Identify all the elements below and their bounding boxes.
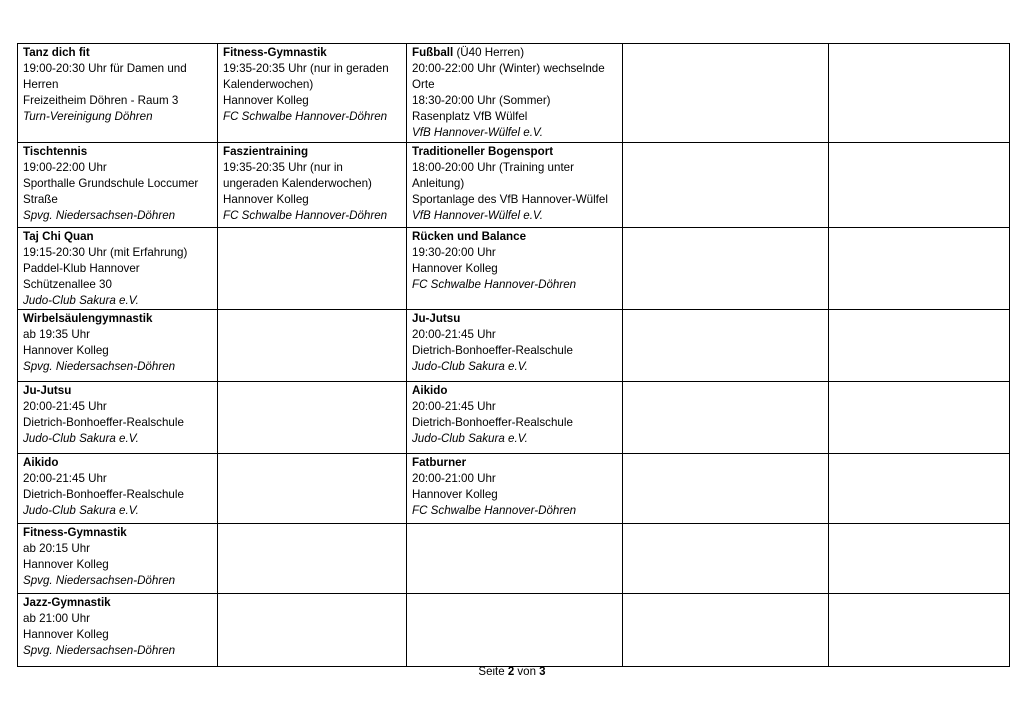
table-cell	[829, 524, 1010, 594]
organizer-name: VfB Hannover-Wülfel e.V.	[412, 126, 544, 140]
table-cell	[218, 454, 407, 524]
activity-detail-line: Paddel-Klub Hannover	[23, 261, 140, 275]
table-cell	[218, 227, 407, 309]
table-cell	[218, 142, 407, 227]
table-cell	[623, 524, 829, 594]
activity-detail-line: Rasenplatz VfB Wülfel	[412, 110, 528, 124]
activity-title-text: Fitness-Gymnastik	[223, 46, 327, 59]
table-cell	[829, 142, 1010, 227]
activity-detail-line: 20:00-21:45 Uhr	[23, 472, 107, 486]
table-cell	[623, 454, 829, 524]
activity-detail-line: Dietrich-Bonhoeffer-Realschule	[412, 416, 573, 430]
organizer-name: Judo-Club Sakura e.V.	[23, 432, 139, 446]
activity-title	[23, 595, 212, 611]
organizer-name: Spvg. Niedersachsen-Döhren	[23, 208, 176, 222]
activity-detail-line: 20:00-22:00 Uhr (Winter) wechselnde	[412, 62, 605, 76]
organizer-name: VfB Hannover-Wülfel e.V.	[412, 208, 544, 222]
organizer-name: Judo-Club Sakura e.V.	[23, 293, 139, 307]
activity-title	[23, 455, 212, 471]
table-cell	[18, 382, 218, 454]
organizer-name: Judo-Club Sakura e.V.	[23, 504, 139, 518]
activity-title	[23, 229, 212, 245]
table-cell	[18, 594, 218, 667]
activity-detail-line: 19:35-20:35 Uhr (nur in geraden	[223, 62, 389, 76]
activity-detail-line: 19:35-20:35 Uhr (nur in	[223, 160, 343, 174]
table-cell	[623, 227, 829, 309]
activity-detail-line: Kalenderwochen)	[223, 78, 314, 92]
table-row	[18, 524, 1010, 594]
activity-title	[223, 144, 401, 160]
table-cell	[218, 310, 407, 382]
activity-detail-line: 18:00-20:00 Uhr (Training unter	[412, 160, 574, 174]
organizer-name: Judo-Club Sakura e.V.	[412, 432, 528, 446]
table-row	[18, 142, 1010, 227]
table-row	[18, 310, 1010, 382]
activity-detail-line: 18:30-20:00 Uhr (Sommer)	[412, 94, 551, 108]
activity-title-text: Faszientraining	[223, 144, 309, 158]
organizer-name: FC Schwalbe Hannover-Döhren	[412, 504, 577, 518]
activity-detail-line: Anleitung)	[412, 176, 465, 190]
activity-detail-line: Dietrich-Bonhoeffer-Realschule	[23, 416, 184, 430]
activity-detail-line: Hannover Kolleg	[223, 94, 309, 108]
table-cell	[218, 382, 407, 454]
activity-detail-line: 19:00-20:30 Uhr für Damen und	[23, 62, 187, 76]
activity-title	[412, 144, 617, 160]
table-cell	[407, 382, 623, 454]
table-cell	[623, 382, 829, 454]
activity-detail-line: Hannover Kolleg	[23, 628, 109, 642]
activity-detail-line: 20:00-21:00 Uhr	[412, 472, 496, 486]
table-cell	[829, 227, 1010, 309]
table-cell	[407, 142, 623, 227]
activity-title-text: Fitness-Gymnastik	[23, 526, 127, 540]
activity-detail-line: 19:00-22:00 Uhr	[23, 160, 107, 174]
organizer-name: Turn-Vereinigung Döhren	[23, 110, 153, 124]
table-cell	[623, 44, 829, 143]
table-cell	[829, 44, 1010, 143]
activity-title	[412, 383, 617, 399]
activity-title-text: Aikido	[23, 456, 59, 470]
table-cell	[18, 524, 218, 594]
activity-title	[23, 525, 212, 541]
table-cell	[407, 227, 623, 309]
table-cell	[407, 594, 623, 667]
page-footer	[0, 666, 1024, 678]
table-row	[18, 382, 1010, 454]
organizer-name: Spvg. Niedersachsen-Döhren	[23, 574, 176, 588]
activity-title-text: Ju-Jutsu	[412, 312, 461, 326]
table-row	[18, 44, 1010, 143]
activity-title	[412, 45, 617, 61]
activity-detail-line: Hannover Kolleg	[412, 261, 498, 275]
activity-detail-line: Freizeitheim Döhren - Raum 3	[23, 94, 179, 108]
activity-title-text: Fatburner	[412, 456, 467, 470]
table-cell	[623, 310, 829, 382]
organizer-name: Judo-Club Sakura e.V.	[412, 360, 528, 374]
organizer-name: FC Schwalbe Hannover-Döhren	[223, 208, 388, 222]
activity-title	[23, 144, 212, 160]
table-cell	[218, 524, 407, 594]
activity-detail-line: 20:00-21:45 Uhr	[412, 328, 496, 342]
activity-title-text: Tanz dich fit	[23, 46, 90, 59]
table-cell	[623, 142, 829, 227]
table-row	[18, 594, 1010, 667]
activity-detail-line: 19:30-20:00 Uhr	[412, 245, 496, 259]
table-cell	[829, 594, 1010, 667]
organizer-name: Spvg. Niedersachsen-Döhren	[23, 644, 176, 658]
activity-detail-line: Herren	[23, 78, 59, 92]
table-cell	[407, 44, 623, 143]
table-cell	[407, 310, 623, 382]
activity-title-text: Wirbelsäulengymnastik	[23, 312, 153, 326]
activity-detail-line: 20:00-21:45 Uhr	[23, 400, 107, 414]
activity-title	[223, 45, 401, 61]
activity-detail-line: Sporthalle Grundschule Loccumer	[23, 176, 199, 190]
activity-detail-line: Dietrich-Bonhoeffer-Realschule	[23, 488, 184, 502]
activity-detail-line: ab 21:00 Uhr	[23, 612, 91, 626]
activity-title-text: Jazz-Gymnastik	[23, 596, 111, 610]
activity-detail-line: ungeraden Kalenderwochen)	[223, 176, 372, 190]
activity-title	[23, 45, 212, 61]
table-cell	[829, 382, 1010, 454]
table-row	[18, 454, 1010, 524]
table-cell	[407, 524, 623, 594]
footer-middle: von	[514, 666, 540, 678]
activity-title	[412, 455, 617, 471]
activity-detail-line: ab 19:35 Uhr	[23, 328, 91, 342]
organizer-name: Spvg. Niedersachsen-Döhren	[23, 360, 176, 374]
table-cell	[623, 594, 829, 667]
table-cell	[829, 310, 1010, 382]
activity-detail-line: ab 20:15 Uhr	[23, 542, 91, 556]
table-cell	[18, 310, 218, 382]
activity-detail-line: Hannover Kolleg	[23, 344, 109, 358]
activity-title	[23, 383, 212, 399]
activity-title-text: Rücken und Balance	[412, 229, 527, 243]
activity-title-text: Aikido	[412, 384, 448, 398]
table-cell	[218, 594, 407, 667]
activity-title	[412, 229, 617, 245]
table-cell	[18, 44, 218, 143]
schedule-body	[18, 44, 1010, 667]
table-cell	[218, 44, 407, 143]
activity-title-text: Taj Chi Quan	[23, 229, 94, 243]
activity-detail-line: Hannover Kolleg	[412, 488, 498, 502]
table-cell	[18, 142, 218, 227]
activity-detail-line: Dietrich-Bonhoeffer-Realschule	[412, 344, 573, 358]
organizer-name: FC Schwalbe Hannover-Döhren	[412, 277, 577, 291]
table-row	[18, 227, 1010, 309]
activity-title-text: Ju-Jutsu	[23, 384, 72, 398]
table-cell	[829, 454, 1010, 524]
activity-detail-line: Straße	[23, 192, 58, 206]
activity-title-suffix: (Ü40 Herren)	[453, 46, 525, 59]
activity-detail-line: 20:00-21:45 Uhr	[412, 400, 496, 414]
organizer-name: FC Schwalbe Hannover-Döhren	[223, 110, 388, 124]
table-cell	[18, 454, 218, 524]
activity-detail-line: Hannover Kolleg	[23, 558, 109, 572]
activity-title-text: Tischtennis	[23, 144, 88, 158]
footer-page-number: 2	[507, 666, 515, 678]
activity-title	[23, 311, 212, 327]
activity-detail-line: Schützenallee 30	[23, 277, 112, 291]
activity-detail-line: Hannover Kolleg	[223, 192, 309, 206]
activity-detail-line: Orte	[412, 78, 435, 92]
activity-title	[412, 311, 617, 327]
activity-detail-line: 19:15-20:30 Uhr (mit Erfahrung)	[23, 245, 188, 259]
table-cell	[407, 454, 623, 524]
table-cell	[18, 227, 218, 309]
activity-title-text: Fußball	[412, 46, 454, 59]
activity-detail-line: Sportanlage des VfB Hannover-Wülfel	[412, 192, 608, 206]
schedule-table	[17, 43, 1010, 667]
activity-title-text: Traditioneller Bogensport	[412, 144, 554, 158]
footer-prefix: Seite	[478, 666, 508, 678]
footer-page-total: 3	[539, 666, 546, 678]
